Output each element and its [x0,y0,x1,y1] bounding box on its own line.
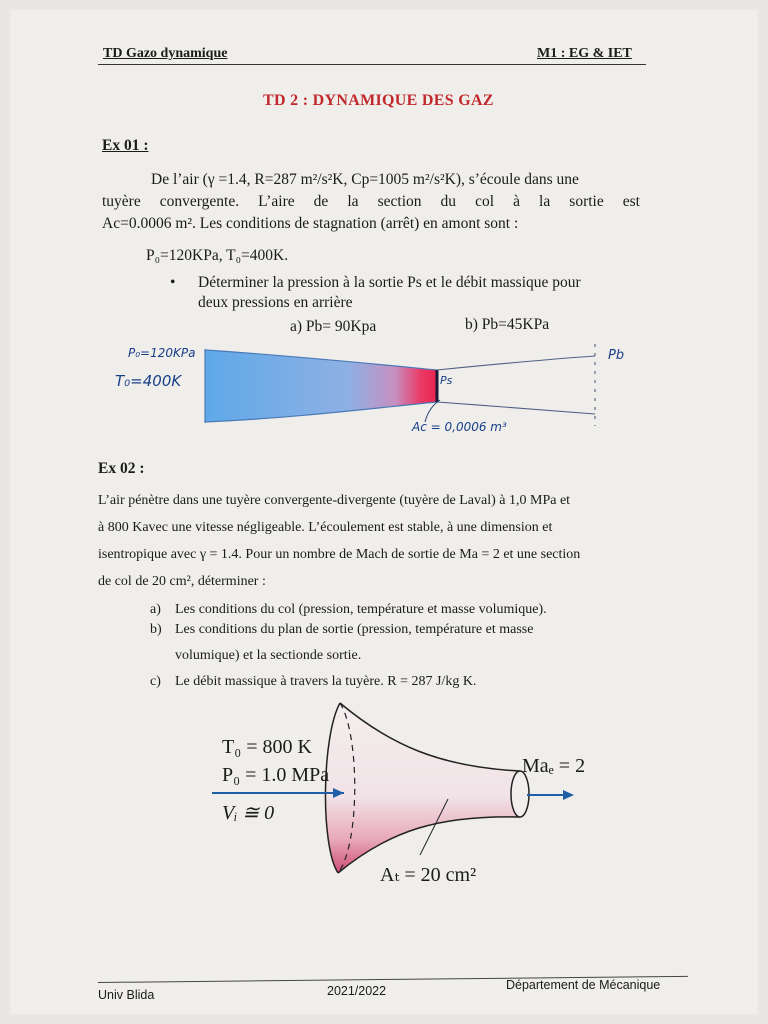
ex2-heading: Ex 02 : [98,460,145,477]
header-rule [98,64,646,65]
ex1-line2: tuyère convergente. L’aire de la section du col à la sortie est [102,193,640,210]
footer-university: Univ Blida [98,988,155,1002]
ex1-stagnation: P₀=120KPa, T₀=400K. [146,247,289,264]
laval-mae: Maₑ = 2 [522,755,586,777]
ex2-item-a-label: a) [150,602,161,617]
ex1-bullet-line1: Déterminer la pression à la sortie Ps et le débit massique pour [198,274,581,291]
ex2-item-c-text: Le débit massique à travers la tuyère. R = 287 J/kg K. [175,674,477,689]
laval-t0: T₀ = 800 K [222,736,312,758]
ex2-line3: isentropique avec γ = 1.4. Pour un nombre de Mach de sortie de Ma = 2 et une section [98,547,581,562]
ex2-line1: L’air pénètre dans une tuyère convergente-divergente (tuyère de Laval) à 1,0 MPa et [98,493,571,508]
ex2-item-c-label: c) [150,674,161,689]
document-page [10,10,758,1014]
footer-year: 2021/2022 [327,984,387,998]
ex1-heading: Ex 01 : [102,137,149,154]
ex1-case-a: a) Pb= 90Kpa [290,318,377,335]
laval-nozzle-body [325,703,520,873]
ex2-item-b-text: Les conditions du plan de sortie (pression, température et masse [175,622,534,637]
sketch-ac: Ac = 0,0006 m³ [412,420,507,434]
ex1-case-b: b) Pb=45KPa [465,316,550,333]
ex2-item-a-text: Les conditions du col (pression, température et masse volumique). [175,602,547,617]
ex1-line1: De l’air (γ =1.4, R=287 m²/s²K, Cp=1005 m²/s²K), s’écoule dans une [151,171,579,188]
page-title: TD 2 : DYNAMIQUE DES GAZ [263,92,494,109]
sketch-ps: Ps [440,374,453,387]
ex2-line4: de col de 20 cm², déterminer : [98,574,266,589]
ex2-item-b-label: b) [150,622,162,637]
header-course: TD Gazo dynamique [103,46,228,61]
sketch-t0: T₀=400K [115,372,182,390]
ex1-line3: Ac=0.0006 m². Les conditions de stagnation (arrêt) en amont sont : [102,215,519,232]
ex2-line2: à 800 Kavec une vitesse négligeable. L’écoulement est stable, à une dimension et [98,520,553,535]
ex1-bullet-line2: deux pressions en arrière [198,294,353,311]
laval-p0: P₀ = 1.0 MPa [222,764,330,786]
footer-department: Département de Mécanique [506,978,661,992]
ex2-item-b-cont: volumique) et la sectionde sortie. [175,648,362,663]
header-level: M1 : EG & IET [537,46,632,61]
laval-vi: Vᵢ ≅ 0 [222,802,275,824]
sketch-p0: P₀=120KPa [128,346,196,360]
bullet-icon: • [170,274,176,291]
nozzle-body [205,350,437,422]
sketch-pb: Pb [608,348,625,363]
laval-throat-area: Aₜ = 20 cm² [380,864,477,886]
